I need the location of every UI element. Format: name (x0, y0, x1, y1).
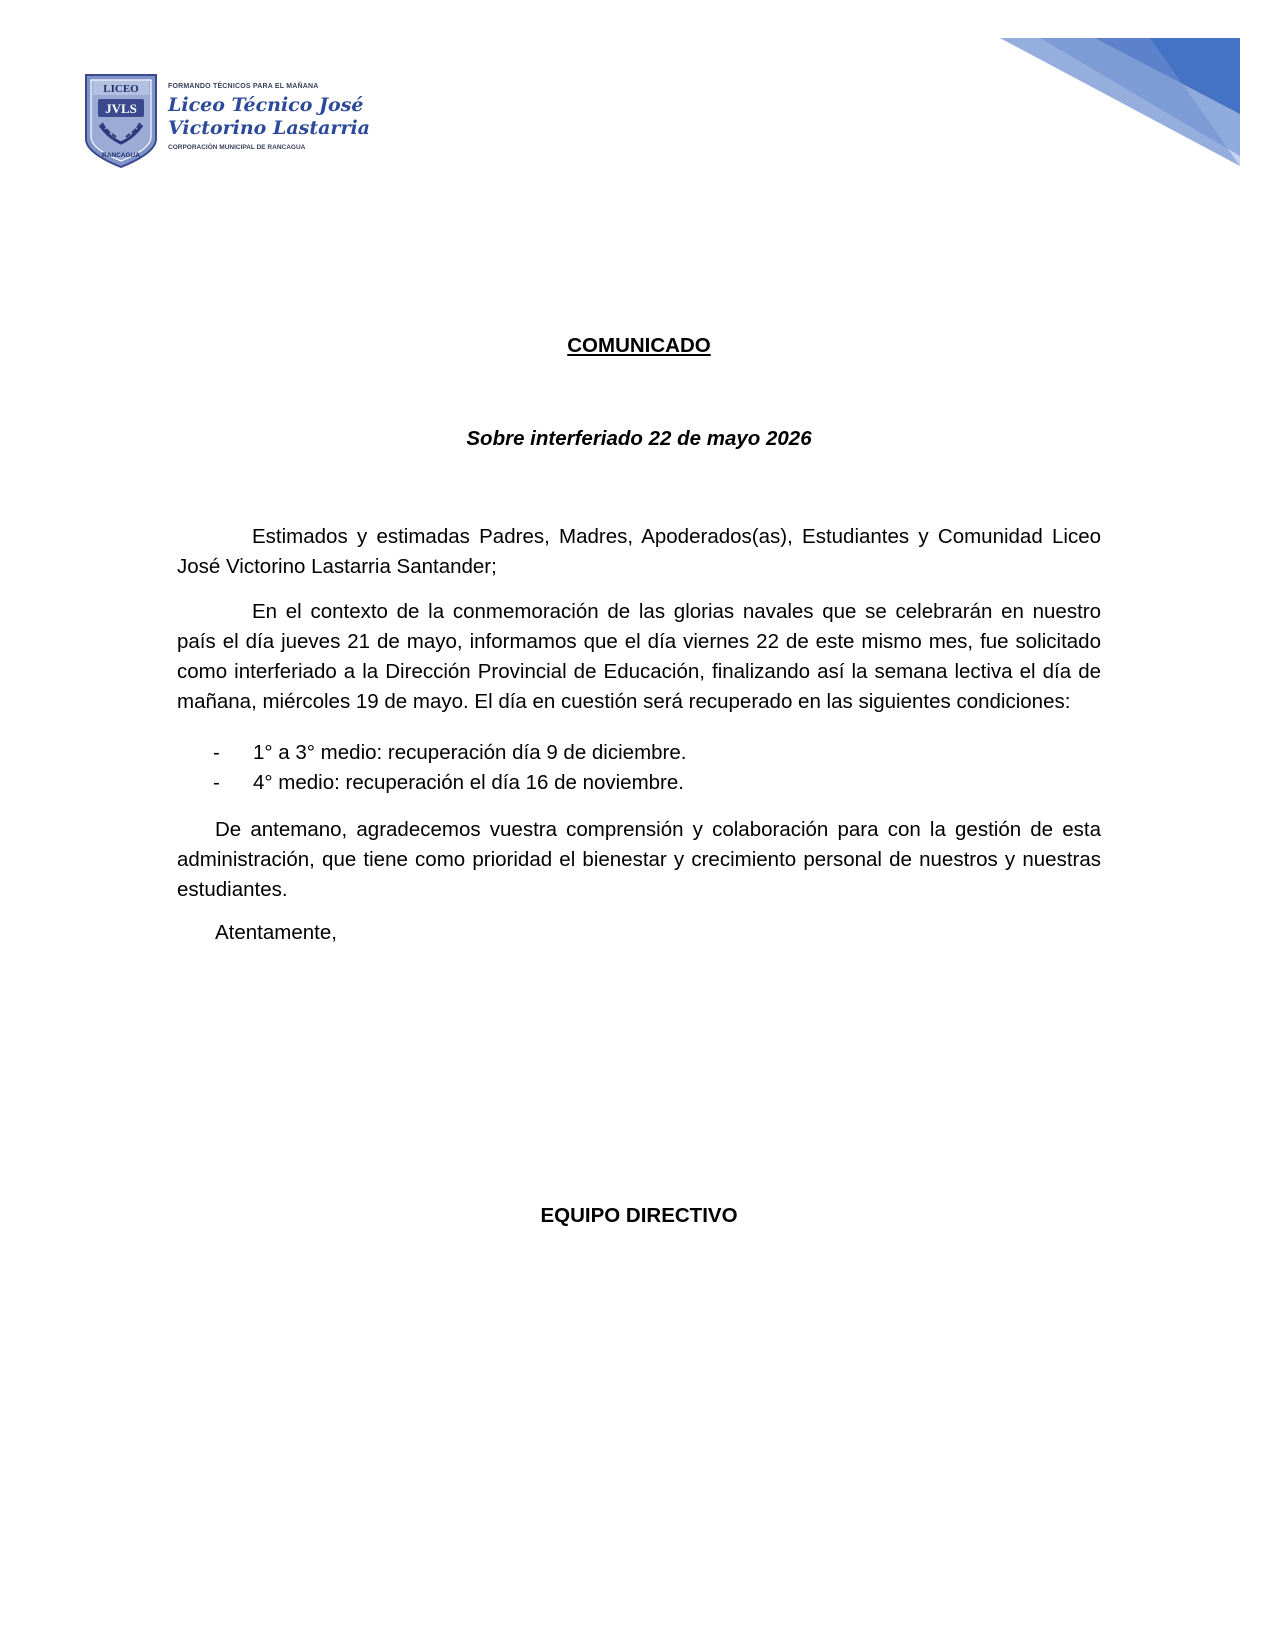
list-item (213, 768, 1093, 798)
logo-name-line1: Liceo Técnico José (168, 94, 364, 116)
logo-corporation: CORPORACIÓN MUNICIPAL DE RANCAGUA (168, 144, 306, 151)
school-logo (84, 73, 370, 173)
list-item-text: 4° medio: recuperación el día 16 de noviembre. (253, 771, 684, 794)
logo-name-line2: Victorino Lastarria (168, 117, 370, 139)
list-item-text: 1° a 3° medio: recuperación día 9 de diciembre. (253, 741, 687, 764)
shield-emblem-icon (84, 73, 158, 169)
corner-decoration (1000, 38, 1240, 166)
shield-top-text: LICEO (103, 83, 139, 95)
logo-wordmark (168, 83, 370, 151)
context-paragraph: En el contexto de la conmemoración de las glorias navales que se celebrarán en nuestro país el día jueves 21 de mayo, informamos que el día viernes 22 de este mismo mes, fue solicitado como interferiado a la Dirección Provincial de Educación, finalizando así la semana lectiva el día de mañana, miércoles 19 de mayo. El día en cuestión será recuperado en las siguientes condiciones: (177, 600, 1101, 713)
closing-text: Atentamente, (215, 921, 337, 944)
document-subtitle: Sobre interferiado 22 de mayo 2026 (466, 427, 812, 450)
bullet-dash: - (213, 741, 220, 764)
list-item (213, 738, 1093, 768)
greeting-paragraph: Estimados y estimadas Padres, Madres, Apoderados(as), Estudiantes y Comunidad Liceo José Victorino Lastarria Santander; (177, 525, 1101, 578)
thanks-paragraph: De antemano, agradecemos vuestra comprensión y colaboración para con la gestión de esta administración, que tiene como prioridad el bienestar y crecimiento personal de nuestros y nuestras estudiantes. (177, 818, 1101, 901)
bullet-dash: - (213, 771, 220, 794)
recovery-list (213, 738, 1093, 798)
signature-block: EQUIPO DIRECTIVO (540, 1204, 738, 1227)
shield-mid-text: JVLS (105, 101, 137, 116)
shield-bottom-text: RANCAGUA (102, 152, 140, 159)
logo-tagline: FORMANDO TÉCNICOS PARA EL MAÑANA (168, 83, 319, 90)
document-title: COMUNICADO (567, 334, 711, 357)
